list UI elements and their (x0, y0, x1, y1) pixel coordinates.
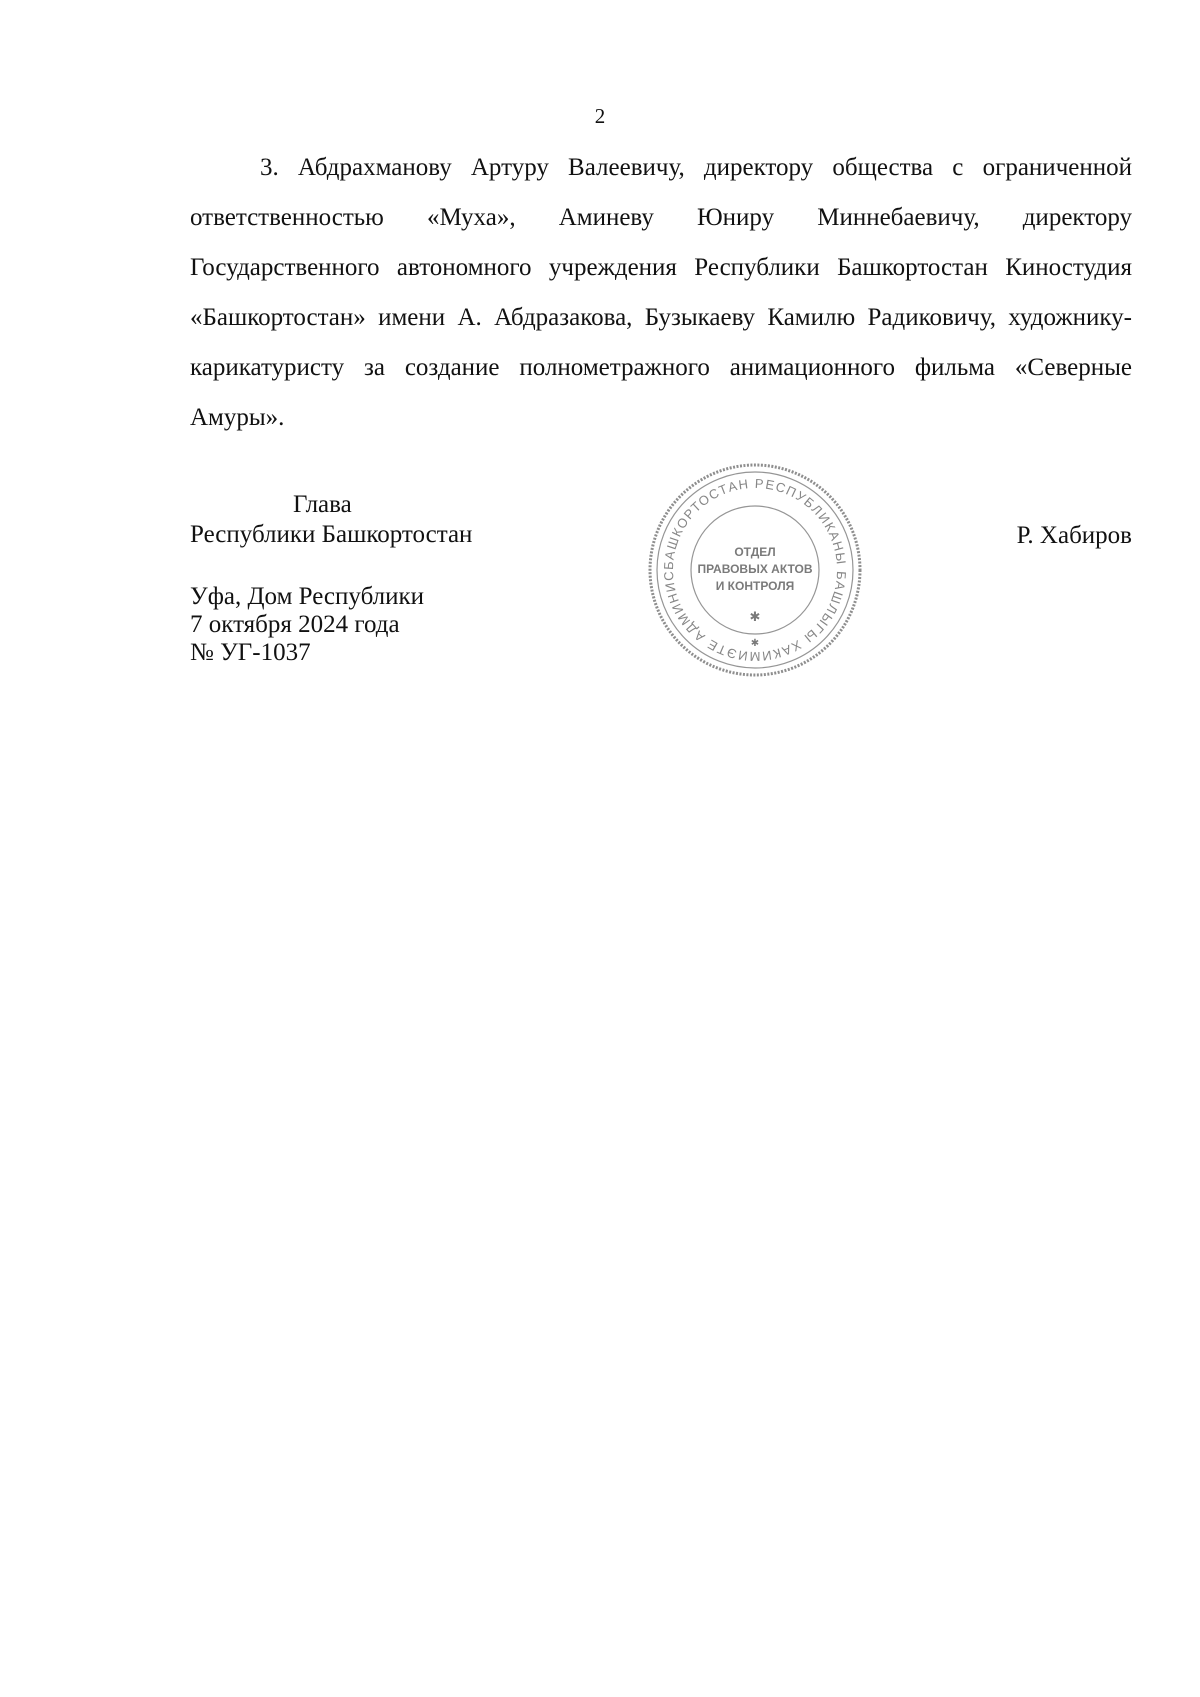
body-paragraph: 3. Абдрахманову Артуру Валеевичу, директору общества с ограниченной ответственностью «Муха», Аминеву Юниру Миннебаевичу, директору Государственного автономного учреждения Республики Башкортостан Киностудия «Башкортостан» имени А. Абдразакова, Бузыкаеву Камилю Радиковичу, художнику-карикатуристу за создание полнометражного анимационного фильма «Северные Амуры». (190, 154, 1132, 431)
stamp-ring-textpath: БАШКОРТОСТАН РЕСПУБЛИКАНЫ БАШЛЫГЫ ХАКИМИЭТЕ АДМИНИС (660, 475, 850, 665)
page-number: 2 (594, 104, 606, 128)
stamp-center-line3: И КОНТРОЛЯ (715, 579, 795, 593)
signature-title-line1: Глава (293, 491, 352, 518)
document-place: Уфа, Дом Республики (190, 583, 425, 610)
stamp-center-line2: ПРАВОВЫХ АКТОВ (697, 562, 813, 576)
document-date: 7 октября 2024 года (190, 611, 400, 638)
stamp-center-line1: ОТДЕЛ (734, 545, 776, 559)
document-number: № УГ-1037 (190, 639, 311, 666)
signature-title (190, 490, 472, 550)
official-stamp (646, 461, 864, 679)
signer-name: Р. Хабиров (1016, 522, 1132, 549)
signature-title-line2: Республики Башкортостан (190, 521, 473, 548)
stamp-star-icon-2: ✱ (750, 638, 760, 649)
stamp-star-icon: ✱ (749, 609, 761, 624)
document-meta (190, 583, 424, 667)
